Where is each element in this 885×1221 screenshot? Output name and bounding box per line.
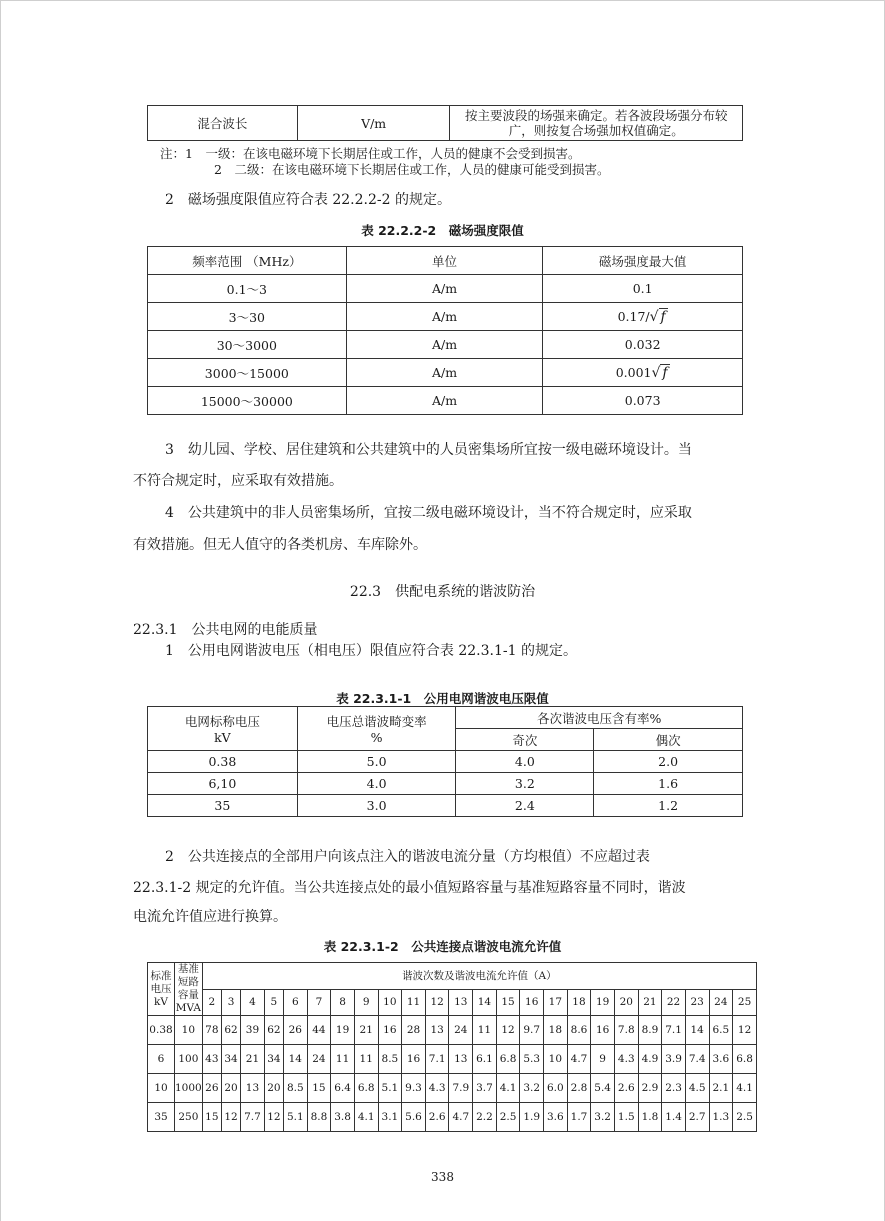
table-cell: 34 <box>221 1045 240 1074</box>
table-cell: 11 <box>354 1045 378 1074</box>
harmonic-voltage-table <box>147 706 743 817</box>
table-cell: 34 <box>264 1045 283 1074</box>
subsection-heading: 22.3.1 公共电网的电能质量 <box>133 622 318 638</box>
header-standard-voltage: 标准电压kV <box>148 963 175 1016</box>
table-row <box>148 359 743 387</box>
table-2-caption: 表 22.2.2-2 磁场强度限值 <box>361 223 524 238</box>
table-cell: 4.1 <box>733 1074 757 1103</box>
table-cell: 1.9 <box>520 1103 544 1132</box>
table-cell: 0.38 <box>148 1016 175 1045</box>
item-4-line-1: 4 公共建筑中的非人员密集场所，宜按二级电磁环境设计，当不符合规定时，应采取 <box>165 505 692 521</box>
table-cell: 14 <box>685 1016 709 1045</box>
header-order-cell: 18 <box>567 989 591 1016</box>
table-cell: 12 <box>733 1016 757 1045</box>
table-cell: 2.6 <box>425 1103 449 1132</box>
formula-variable: f <box>662 364 668 381</box>
header-order-cell: 17 <box>544 989 568 1016</box>
table-cell: 15 <box>202 1103 221 1132</box>
table-cell-formula <box>543 303 743 331</box>
table-cell: 6.1 <box>473 1045 497 1074</box>
table-cell: 5.1 <box>378 1074 402 1103</box>
table-cell: 11 <box>473 1016 497 1045</box>
table-cell: 12 <box>264 1103 283 1132</box>
table-cell: V/m <box>297 106 450 141</box>
table-cell: 8.5 <box>378 1045 402 1074</box>
header-cell: 磁场强度最大值 <box>543 247 743 275</box>
table-cell: 2.8 <box>567 1074 591 1103</box>
table-cell: 6.8 <box>354 1074 378 1103</box>
table-row <box>148 795 743 817</box>
table-cell: 2.4 <box>456 795 594 817</box>
table-cell: A/m <box>346 303 543 331</box>
table-cell: 3.7 <box>473 1074 497 1103</box>
table-cell: 按主要波段的场强来确定。若各波段场强分布较广，则按复合场强加权值确定。 <box>450 106 743 141</box>
table-cell: 0.1 <box>543 275 743 303</box>
table-row <box>148 1103 757 1132</box>
table-cell: 3.6 <box>544 1103 568 1132</box>
table-cell: A/m <box>346 387 543 415</box>
header-base-capacity: 基准短路容量MVA <box>175 963 201 1014</box>
table-cell: A/m <box>346 331 543 359</box>
table-cell: 24 <box>449 1016 473 1045</box>
table-cell: 62 <box>264 1016 283 1045</box>
header-order-cell: 16 <box>520 989 544 1016</box>
table-cell: 2.0 <box>594 751 743 773</box>
header-harmonic-span: 谐波次数及谐波电流允许值（A） <box>202 963 756 990</box>
page-border-left <box>0 0 1 1221</box>
harmonic-current-table <box>147 962 757 1132</box>
page-border-top <box>0 0 885 1</box>
table-cell: 30～3000 <box>148 331 347 359</box>
table-cell: 1.2 <box>594 795 743 817</box>
table-cell: A/m <box>346 275 543 303</box>
table-cell: 4.3 <box>425 1074 449 1103</box>
table-cell: 43 <box>202 1045 221 1074</box>
table-header-row <box>148 707 743 729</box>
section-heading: 22.3 供配电系统的谐波防治 <box>349 584 536 600</box>
formula-variable: f <box>660 308 666 325</box>
table-cell: 21 <box>354 1016 378 1045</box>
header-order-cell: 12 <box>425 989 449 1016</box>
table-cell: 3.8 <box>331 1103 355 1132</box>
table-cell: 10 <box>544 1045 568 1074</box>
table-cell: 4.7 <box>567 1045 591 1074</box>
header-order-cell: 15 <box>496 989 520 1016</box>
table-cell: 10 <box>175 1016 203 1045</box>
table-cell: 4.9 <box>638 1045 662 1074</box>
header-voltage-unit: kV <box>214 730 231 745</box>
table-cell: 1.7 <box>567 1103 591 1132</box>
formula-coefficient: 0.001 <box>615 364 652 380</box>
table-cell: 0.032 <box>543 331 743 359</box>
table-cell: 28 <box>402 1016 426 1045</box>
header-order-cell: 21 <box>638 989 662 1016</box>
table-header-row <box>148 247 743 275</box>
table-row <box>148 1016 757 1045</box>
table-cell: 0.1～3 <box>148 275 347 303</box>
table-cell: 3.2 <box>520 1074 544 1103</box>
table-cell: 26 <box>202 1074 221 1103</box>
table-cell: 20 <box>221 1074 240 1103</box>
note-line-1: 注：1 一级：在该电磁环境下长期居住或工作，人员的健康不会受到损害。 <box>160 146 581 161</box>
table-row <box>148 303 743 331</box>
header-order-cell: 3 <box>221 989 240 1016</box>
table-row <box>148 1045 757 1074</box>
table-cell: 6.8 <box>733 1045 757 1074</box>
table-cell: 19 <box>331 1016 355 1045</box>
table-cell: 6,10 <box>148 773 298 795</box>
table-cell: 1.8 <box>638 1103 662 1132</box>
table-cell: 3.6 <box>709 1045 733 1074</box>
table-cell: 5.4 <box>591 1074 615 1103</box>
header-order-cell: 11 <box>402 989 426 1016</box>
table-cell: 2.5 <box>733 1103 757 1132</box>
note-line-2: 2 二级：在该电磁环境下长期居住或工作，人员的健康可能受到损害。 <box>214 162 610 177</box>
header-odd: 奇次 <box>456 729 594 751</box>
table-cell: 100 <box>175 1045 203 1074</box>
table-cell: 78 <box>202 1016 221 1045</box>
table-cell: 4.1 <box>354 1103 378 1132</box>
header-order-cell: 13 <box>449 989 473 1016</box>
header-order-cell: 22 <box>662 989 686 1016</box>
table-cell: 20 <box>264 1074 283 1103</box>
table-cell: 21 <box>241 1045 265 1074</box>
table-cell: 62 <box>221 1016 240 1045</box>
table-cell: 7.9 <box>449 1074 473 1103</box>
table-cell: 15 <box>307 1074 331 1103</box>
table-cell: 12 <box>221 1103 240 1132</box>
table-cell: 7.8 <box>614 1016 638 1045</box>
table-cell: 4.5 <box>685 1074 709 1103</box>
table-cell: 1.4 <box>662 1103 686 1132</box>
header-cell: 单位 <box>346 247 543 275</box>
table-cell: A/m <box>346 359 543 387</box>
table-cell: 16 <box>378 1016 402 1045</box>
header-even: 偶次 <box>594 729 743 751</box>
header-order-cell: 25 <box>733 989 757 1016</box>
table-cell: 3000～15000 <box>148 359 347 387</box>
table-cell: 5.0 <box>297 751 456 773</box>
table-cell: 24 <box>307 1045 331 1074</box>
table-cell: 11 <box>331 1045 355 1074</box>
table-row <box>148 1074 757 1103</box>
table-cell: 1.6 <box>594 773 743 795</box>
table-cell: 7.7 <box>241 1103 265 1132</box>
header-order-cell: 6 <box>283 989 307 1016</box>
table-cell: 3.0 <box>297 795 456 817</box>
table-cell: 7.4 <box>685 1045 709 1074</box>
table-cell: 39 <box>241 1016 265 1045</box>
table-cell: 35 <box>148 1103 175 1132</box>
table-row <box>148 773 743 795</box>
table-cell: 0.38 <box>148 751 298 773</box>
item-2-text: 2 磁场强度限值应符合表 22.2.2-2 的规定。 <box>165 192 451 208</box>
table-cell: 1000 <box>175 1074 203 1103</box>
table-cell: 混合波长 <box>148 106 298 141</box>
table-cell: 4.1 <box>496 1074 520 1103</box>
table-cell: 7.1 <box>425 1045 449 1074</box>
subsection-item-2-line-3: 电流允许值应进行换算。 <box>133 909 287 925</box>
table-cell: 26 <box>283 1016 307 1045</box>
table-row <box>148 106 743 141</box>
table-cell: 2.2 <box>473 1103 497 1132</box>
subsection-item-2-line-2: 22.3.1-2 规定的允许值。当公共连接点处的最小值短路容量与基准短路容量不同时，谐波 <box>133 880 686 896</box>
table-cell: 5.6 <box>402 1103 426 1132</box>
table-cell: 16 <box>591 1016 615 1045</box>
header-order-cell: 5 <box>264 989 283 1016</box>
table-cell: 16 <box>402 1045 426 1074</box>
table-cell: 9.7 <box>520 1016 544 1045</box>
formula-coefficient: 0.17/ <box>617 308 650 324</box>
item-3-line-2: 不符合规定时，应采取有效措施。 <box>133 473 343 489</box>
magnetic-field-table <box>147 246 743 415</box>
table-cell: 2.6 <box>614 1074 638 1103</box>
table-cell-formula <box>543 359 743 387</box>
table-4-caption: 表 22.3.1-2 公共连接点谐波电流允许值 <box>323 939 562 954</box>
table-cell: 8.8 <box>307 1103 331 1132</box>
table-cell: 13 <box>425 1016 449 1045</box>
header-order-cell: 10 <box>378 989 402 1016</box>
header-order-cell: 9 <box>354 989 378 1016</box>
table-cell: 8.9 <box>638 1016 662 1045</box>
subsection-item-2-line-1: 2 公共连接点的全部用户向该点注入的谐波电流分量（方均根值）不应超过表 <box>165 849 650 865</box>
table-cell: 2.7 <box>685 1103 709 1132</box>
table-cell: 3.2 <box>456 773 594 795</box>
item-4-line-2: 有效措施。但无人值守的各类机房、车库除外。 <box>133 537 427 553</box>
header-voltage-label: 电网标称电压 <box>184 714 260 729</box>
header-order-cell: 2 <box>202 989 221 1016</box>
table-row <box>148 331 743 359</box>
table-cell: 6.0 <box>544 1074 568 1103</box>
header-order-cell: 20 <box>614 989 638 1016</box>
sqrt-symbol: √ f <box>649 308 666 325</box>
table-cell: 250 <box>175 1103 203 1132</box>
table-cell: 10 <box>148 1074 175 1103</box>
table-cell: 5.1 <box>283 1103 307 1132</box>
table-cell: 12 <box>496 1016 520 1045</box>
header-order-cell: 8 <box>331 989 355 1016</box>
table-cell: 0.073 <box>543 387 743 415</box>
table-cell: 4.0 <box>297 773 456 795</box>
sqrt-symbol: √ f <box>651 364 668 381</box>
header-each-harmonic: 各次谐波电压含有率% <box>456 707 743 729</box>
header-order-cell: 19 <box>591 989 615 1016</box>
table-cell: 4.3 <box>614 1045 638 1074</box>
table-cell: 3.1 <box>378 1103 402 1132</box>
header-order-cell: 7 <box>307 989 331 1016</box>
table-cell: 15000～30000 <box>148 387 347 415</box>
table-row <box>148 275 743 303</box>
table-cell: 14 <box>283 1045 307 1074</box>
table-cell: 2.9 <box>638 1074 662 1103</box>
table-header-row <box>148 989 757 1016</box>
table-cell: 1.3 <box>709 1103 733 1132</box>
table-cell: 4.0 <box>456 751 594 773</box>
table-cell: 4.7 <box>449 1103 473 1132</box>
header-cell: 频率范围 （MHz） <box>148 247 347 275</box>
table-cell: 1.5 <box>614 1103 638 1132</box>
header-order-cell: 24 <box>709 989 733 1016</box>
table-cell: 13 <box>241 1074 265 1103</box>
table-cell: 44 <box>307 1016 331 1045</box>
header-order-cell: 23 <box>685 989 709 1016</box>
table-cell: 13 <box>449 1045 473 1074</box>
table-cell: 2.5 <box>496 1103 520 1132</box>
table-cell: 18 <box>544 1016 568 1045</box>
table-cell: 3.2 <box>591 1103 615 1132</box>
header-thd-label: 电压总谐波畸变率 <box>326 714 427 729</box>
table-cell: 2.3 <box>662 1074 686 1103</box>
table-cell: 7.1 <box>662 1016 686 1045</box>
header-thd <box>297 707 456 751</box>
table-cell: 35 <box>148 795 298 817</box>
table-cell: 9.3 <box>402 1074 426 1103</box>
header-order-cell: 14 <box>473 989 497 1016</box>
header-order-cell: 4 <box>241 989 265 1016</box>
table-row <box>148 387 743 415</box>
table-header-row <box>148 963 757 990</box>
subsection-item-1: 1 公用电网谐波电压（相电压）限值应符合表 22.3.1-1 的规定。 <box>165 643 577 659</box>
table-cell: 6.5 <box>709 1016 733 1045</box>
table-cell: 3～30 <box>148 303 347 331</box>
header-voltage <box>148 707 298 751</box>
table-cell: 3.9 <box>662 1045 686 1074</box>
table-row <box>148 751 743 773</box>
table-cell: 9 <box>591 1045 615 1074</box>
header-thd-unit: % <box>370 730 383 745</box>
table-cell: 2.1 <box>709 1074 733 1103</box>
table-cell: 6 <box>148 1045 175 1074</box>
table-cell: 8.6 <box>567 1016 591 1045</box>
page-number: 338 <box>431 1170 454 1184</box>
table-cell: 6.8 <box>496 1045 520 1074</box>
table-3-caption: 表 22.3.1-1 公用电网谐波电压限值 <box>336 691 549 706</box>
table-cell: 8.5 <box>283 1074 307 1103</box>
mixed-wavelength-table <box>147 105 743 141</box>
item-3-line-1: 3 幼儿园、学校、居住建筑和公共建筑中的人员密集场所宜按一级电磁环境设计。当 <box>165 442 692 458</box>
table-cell: 5.3 <box>520 1045 544 1074</box>
table-cell: 6.4 <box>331 1074 355 1103</box>
